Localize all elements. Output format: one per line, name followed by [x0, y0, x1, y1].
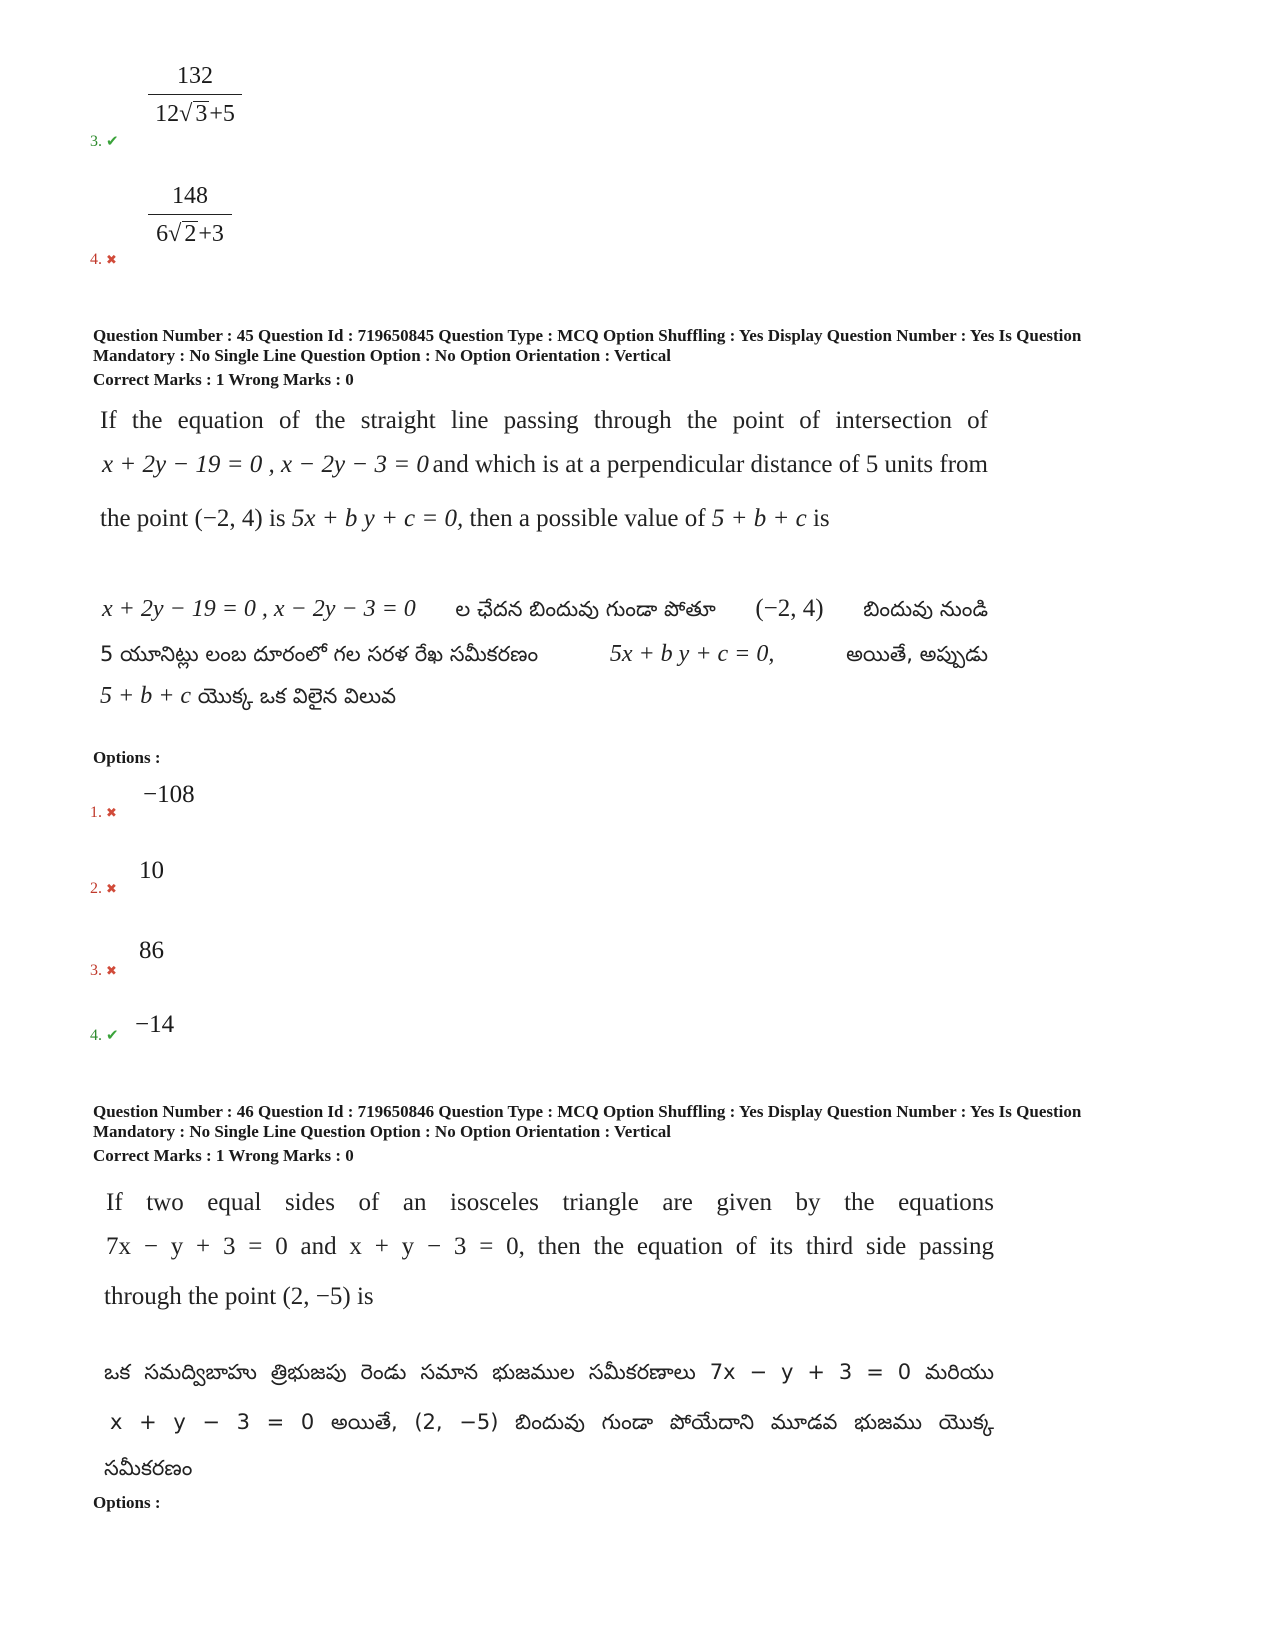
- denominator: 12√ 3+5: [155, 101, 235, 127]
- option-2-number: 2. ✖: [90, 880, 117, 897]
- question-text-te-line2: 5 యూనిట్లు లంబ దూరంలో గల సరళ రేఖ సమీకరణం 5x + b y + c = 0, అయితే, అప్పుడు: [100, 641, 988, 667]
- check-mark-icon: ✔: [106, 1028, 119, 1044]
- option-4-fraction: [148, 184, 232, 246]
- cross-mark-icon: ✖: [106, 805, 117, 820]
- check-mark-icon: ✔: [106, 134, 119, 150]
- denominator: 6√ 2+3: [156, 221, 224, 247]
- option-number: 4. ✖: [90, 251, 117, 268]
- option-3-value: 86: [139, 937, 164, 964]
- option-3-number: 3. ✖: [90, 962, 117, 979]
- option-4-value: −14: [135, 1011, 175, 1038]
- question-text-te-line3: 5 + b + c యొక్క ఒక విలైన విలువ: [100, 683, 397, 709]
- question-text-te-line1: ఒక సమద్విబాహు త్రిభుజపు రెండు సమాన భుజముల సమీకరణాలు 7x − y + 3 = 0 మరియు: [104, 1360, 994, 1384]
- question-meta-46: Question Number : 46 Question Id : 719650846 Question Type : MCQ Option Shuffling : Yes Display Question Number : Yes Is Question Mandatory : No Single Line Question Option : No Option Orientation : Vertical: [93, 1102, 1082, 1141]
- option-number: 3. ✔: [90, 133, 119, 150]
- option-4-number: 4. ✔: [90, 1027, 119, 1044]
- option-2-value: 10: [139, 857, 164, 884]
- question-text-en-line1: If two equal sides of an isosceles triangle are given by the equations: [106, 1189, 994, 1216]
- options-label: Options :: [93, 748, 161, 767]
- numerator: 132: [177, 63, 213, 89]
- question-text-en-line1: If the equation of the straight line passing through the point of intersection of: [100, 407, 988, 434]
- option-3-fraction: [148, 64, 242, 126]
- cross-mark-icon: ✖: [106, 252, 117, 267]
- numerator: 148: [172, 183, 208, 209]
- question-text-en-line3: the point (−2, 4) is 5x + b y + c = 0, then a possible value of 5 + b + c is: [100, 505, 830, 532]
- question-meta-45: Question Number : 45 Question Id : 719650845 Question Type : MCQ Option Shuffling : Yes Display Question Number : Yes Is Question Mandatory : No Single Line Question Option : No Option Orientation : Vertical: [93, 326, 1082, 365]
- question-text-en-line2: 7x − y + 3 = 0 and x + y − 3 = 0, then the equation of its third side passing: [106, 1233, 994, 1260]
- question-text-en-line3: through the point (2, −5) is: [104, 1283, 374, 1310]
- options-label: Options :: [93, 1493, 161, 1512]
- question-text-te-line3: సమీకరణం: [104, 1456, 193, 1480]
- option-1-value: −108: [143, 781, 195, 808]
- question-text-te-line2: x + y − 3 = 0 అయితే, (2, −5) బిందువు గుండా పోయేదాని మూడవ భుజము యొక్క: [110, 1410, 994, 1434]
- question-text-te-line1: x + 2y − 19 = 0 , x − 2y − 3 = 0 ల ఛేదన బిందువు గుండా పోతూ (−2, 4) బిందువు నుండి: [102, 595, 988, 622]
- option-1-number: 1. ✖: [90, 804, 117, 821]
- cross-mark-icon: ✖: [106, 881, 117, 896]
- cross-mark-icon: ✖: [106, 963, 117, 978]
- question-marks-45: Correct Marks : 1 Wrong Marks : 0: [93, 370, 354, 389]
- question-text-en-line2: x + 2y − 19 = 0 , x − 2y − 3 = 0 and which is at a perpendicular distance of 5 units from: [102, 451, 988, 478]
- question-marks-46: Correct Marks : 1 Wrong Marks : 0: [93, 1146, 354, 1165]
